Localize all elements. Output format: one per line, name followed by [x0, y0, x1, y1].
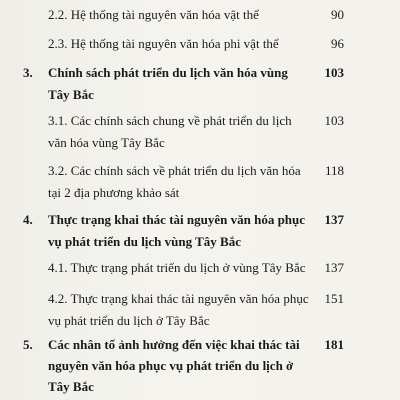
toc-entry-4-2: [48, 288, 344, 332]
toc-entry-2-2: [48, 4, 344, 26]
toc-chapter-3: [23, 62, 344, 106]
toc-page-number: 137: [324, 260, 344, 275]
toc-entry-title-line-2: vụ phát triển du lịch ở Tây Bắc: [48, 313, 210, 328]
toc-page-number: 118: [324, 163, 344, 178]
toc-chapter-5: [23, 334, 344, 400]
toc-entry-title-line-2: tại 2 địa phương khảo sát: [48, 185, 180, 200]
toc-chapter-title-line-1: Thực trạng khai thác tài nguyên văn hóa phục: [48, 212, 306, 227]
toc-entry-4-1: [48, 257, 344, 279]
toc-entry-3-2: [48, 160, 344, 204]
toc-page-number: 103: [324, 65, 344, 80]
toc-entry-title: 2.3. Hệ thống tài nguyên văn hóa phi vật thể: [48, 36, 279, 51]
toc-entry-title-line-1: 4.2. Thực trạng khai thác tài nguyên văn hóa phục: [48, 291, 309, 306]
toc-chapter-title-line-2: Tây Bắc: [48, 87, 94, 102]
toc-chapter-number: 4.: [23, 212, 33, 227]
toc-chapter-number: 3.: [23, 65, 33, 80]
toc-chapter-4: [23, 209, 344, 253]
toc-page-number: 181: [324, 337, 344, 352]
toc-entry-3-1: [48, 110, 344, 154]
toc-page-number: 137: [324, 212, 344, 227]
toc-entry-2-3: [48, 33, 344, 55]
toc-chapter-title-line-2: nguyên văn hóa phục vụ phát triển du lịch ở: [48, 358, 294, 373]
toc-page-number: 151: [324, 291, 344, 306]
toc-page-number: 96: [331, 36, 344, 51]
toc-chapter-title-line-2: vụ phát triển du lịch vùng Tây Bắc: [48, 234, 242, 249]
toc-entry-title: 4.1. Thực trạng phát triển du lịch ở vùng Tây Bắc: [48, 260, 306, 275]
toc-entry-title-line-2: văn hóa vùng Tây Bắc: [48, 135, 165, 150]
toc-entry-title-line-1: 3.2. Các chính sách về phát triển du lịch văn hóa: [48, 163, 301, 178]
toc-chapter-title-line-3: Tây Bắc: [48, 379, 94, 394]
toc-chapter-title-line-1: Chính sách phát triển du lịch văn hóa vùng: [48, 65, 288, 80]
toc-entry-title: 2.2. Hệ thống tài nguyên văn hóa vật thể: [48, 7, 259, 22]
toc-page-number: 103: [324, 113, 344, 128]
toc-chapter-title-line-1: Các nhân tố ảnh hưởng đến việc khai thác tài: [48, 337, 300, 352]
toc-page-number: 90: [331, 7, 344, 22]
toc-chapter-number: 5.: [23, 337, 33, 352]
toc-entry-title-line-1: 3.1. Các chính sách chung về phát triển du lịch: [48, 113, 292, 128]
